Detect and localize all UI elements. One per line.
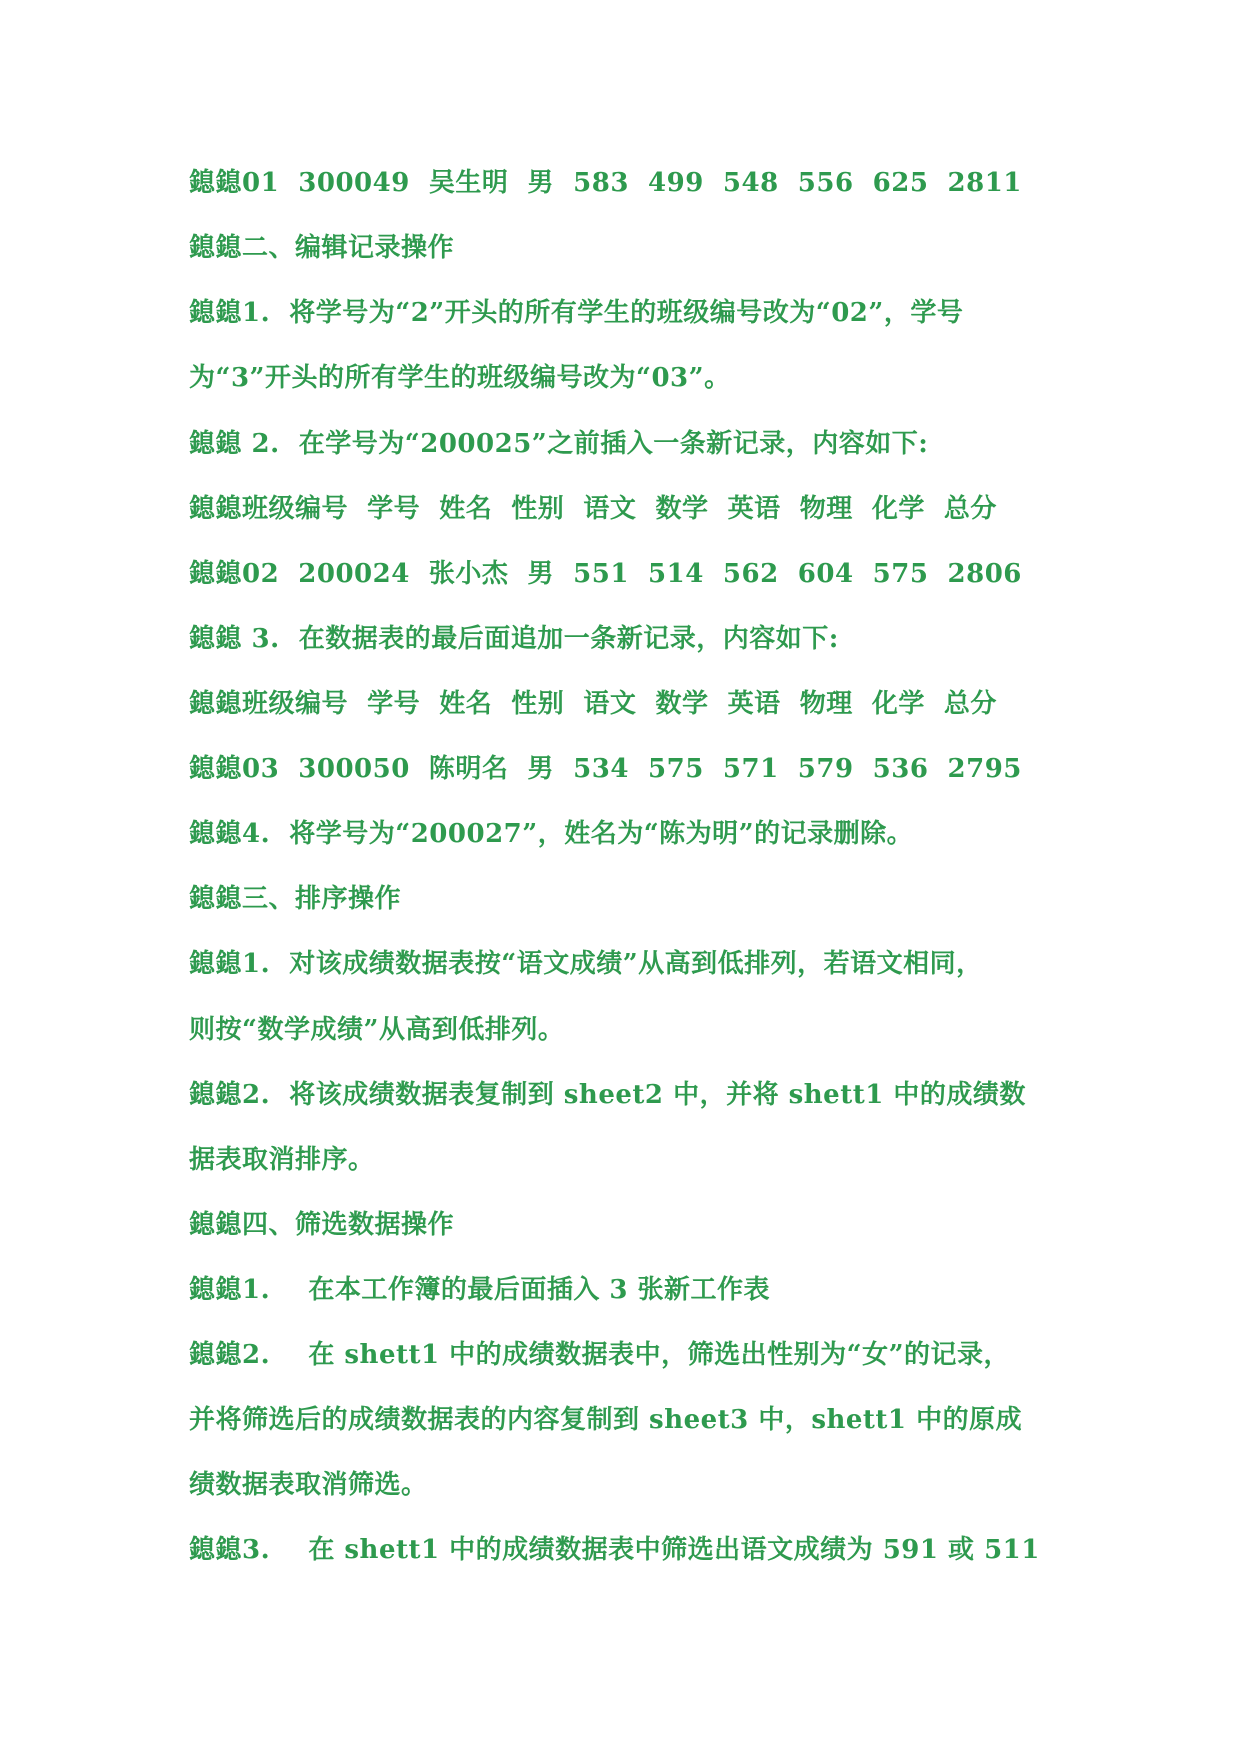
text-line-sort-1-cont: 则按“数学成绩”从高到低排列。	[189, 1015, 565, 1045]
text-line-data-row-3: 鎴鎴03 300050 陈明名 男 534 575 571 579 536 2795	[189, 754, 1022, 784]
text-line-sort-2: 鎴鎴2. 将该成绩数据表复制到 sheet2 中，并将 shett1 中的成绩数	[189, 1080, 1026, 1110]
text-line-sort-2-cont: 据表取消排序。	[189, 1145, 375, 1175]
text-line-filter-2-cont-2: 绩数据表取消筛选。	[189, 1470, 428, 1500]
text-line-filter-2-cont: 并将筛选后的成绩数据表的内容复制到 sheet3 中，shett1 中的原成	[189, 1405, 1023, 1435]
text-line-data-row-1: 鎴鎴01 300049 吴生明 男 583 499 548 556 625 2811	[189, 168, 1022, 198]
text-line-edit-1-cont: 为“3”开头的所有学生的班级编号改为“03”。	[189, 363, 731, 393]
text-line-data-row-2: 鎴鎴02 200024 张小杰 男 551 514 562 604 575 2806	[189, 559, 1022, 589]
text-line-sort-1: 鎴鎴1. 对该成绩数据表按“语文成绩”从高到低排列，若语文相同，	[189, 949, 983, 979]
text-line-header-row-b: 鎴鎴班级编号 学号 姓名 性别 语文 数学 英语 物理 化学 总分	[189, 689, 997, 719]
text-line-edit-3: 鎴鎴 3. 在数据表的最后面追加一条新记录，内容如下:	[189, 624, 839, 654]
text-line-header-row-a: 鎴鎴班级编号 学号 姓名 性别 语文 数学 英语 物理 化学 总分	[189, 494, 997, 524]
text-line-filter-2: 鎴鎴2. 在 shett1 中的成绩数据表中，筛选出性别为“女”的记录，	[189, 1340, 1011, 1370]
text-line-edit-2: 鎴鎴 2. 在学号为“200025”之前插入一条新记录，内容如下:	[189, 429, 929, 459]
text-line-edit-4: 鎴鎴4. 将学号为“200027”，姓名为“陈为明”的记录删除。	[189, 819, 914, 849]
section-heading-edit-records: 鎴鎴二、编辑记录操作	[189, 233, 455, 263]
text-line-filter-1: 鎴鎴1. 在本工作簿的最后面插入 3 张新工作表	[189, 1275, 771, 1305]
text-line-edit-1: 鎴鎴1. 将学号为“2”开头的所有学生的班级编号改为“02”，学号	[189, 298, 964, 328]
section-heading-sort: 鎴鎴三、排序操作	[189, 884, 402, 914]
section-heading-filter: 鎴鎴四、筛选数据操作	[189, 1210, 455, 1240]
text-line-filter-3: 鎴鎴3. 在 shett1 中的成绩数据表中筛选出语文成绩为 591 或 511	[189, 1535, 1040, 1565]
